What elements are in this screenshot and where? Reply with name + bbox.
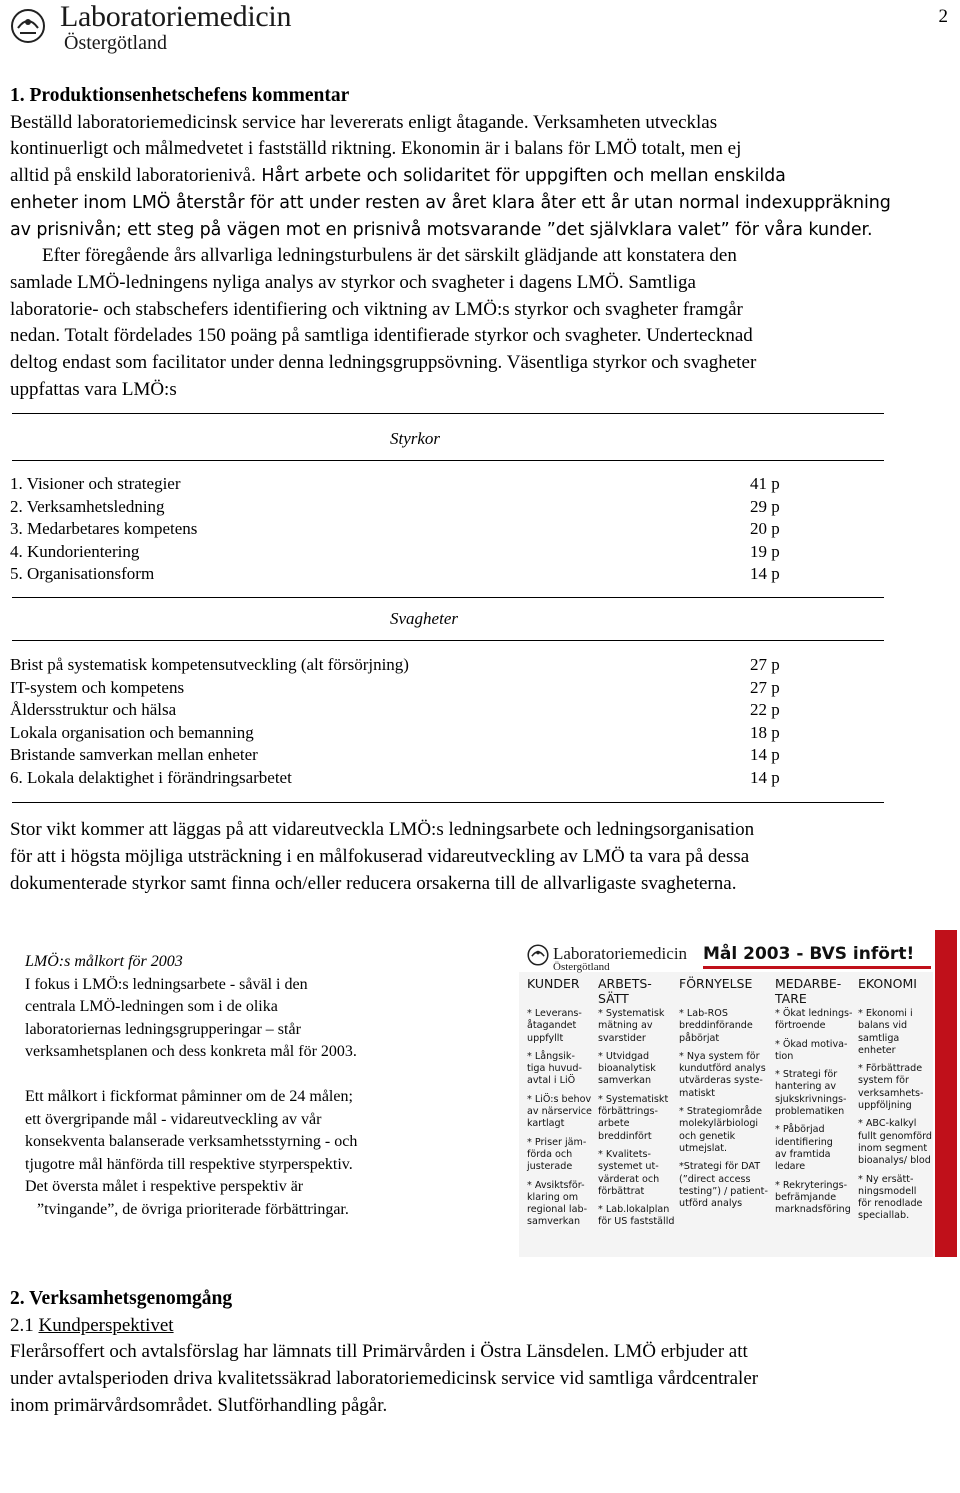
para1-line-4: enheter inom LMÖ återstår för att under resten av året klara åter ett år utan normal indexuppräkning bbox=[10, 192, 891, 213]
column-item: * Nya system för kundutförd analys utvärderas syste- matiskt bbox=[679, 1050, 766, 1099]
weaknesses-list bbox=[10, 654, 810, 790]
para2-line-6: uppfattas vara LMÖ:s bbox=[10, 378, 177, 400]
para1-line-3: alltid på enskild laboratorienivå. bbox=[10, 165, 256, 187]
card-logo-title: Laboratoriemedicin bbox=[553, 944, 688, 963]
box-para2-line: Det översta målet i respektive perspektiv är bbox=[25, 1178, 304, 1196]
weakness-label: 6. Lokala delaktighet i förändringsarbetet bbox=[10, 767, 292, 787]
weakness-row bbox=[10, 722, 810, 745]
column-item: * Långsik- tiga huvud- avtal i LiÖ bbox=[527, 1050, 582, 1087]
box-para2-line: Ett målkort i fickformat påminner om de 24 målen; bbox=[25, 1087, 353, 1105]
box-para1-line: laboratoriernas ledningsgrupperingar – står bbox=[25, 1020, 301, 1038]
column-item: * Ekonomi i balans vid samtliga enheter bbox=[858, 1008, 913, 1056]
strength-row bbox=[10, 563, 810, 586]
strength-label: 1. Visioner och strategier bbox=[10, 474, 181, 493]
strength-points: 19 p bbox=[750, 541, 780, 561]
column-header: KUNDER bbox=[527, 976, 580, 991]
column-item: * Utvidgad bioanalytisk samverkan bbox=[598, 1050, 656, 1087]
column-item: * Strategi för hantering av sjukskrivnings- problematiken bbox=[775, 1069, 847, 1118]
box-para2-line: konsekventa balanserade verksamhetsstyrning - och bbox=[25, 1133, 358, 1151]
section-2-line-2: under avtalsperioden driva kvalitetssäkrad laboratoriemedicinsk service vid samtliga vårdcentraler bbox=[10, 1368, 759, 1390]
card-column-kunder bbox=[527, 976, 599, 1235]
goal-underline bbox=[703, 966, 931, 969]
column-header: EKONOMI bbox=[858, 976, 917, 991]
para1-line-2: kontinuerligt och målmedvetet i fastställd riktning. Ekonomin är i balans för LMÖ totalt, men ej bbox=[10, 138, 742, 160]
goal-card-image bbox=[503, 930, 955, 1257]
weakness-row bbox=[10, 744, 810, 767]
strength-row bbox=[10, 541, 810, 564]
seal-icon bbox=[527, 944, 549, 966]
column-header: FÖRNYELSE bbox=[679, 976, 753, 991]
weakness-points: 27 p bbox=[750, 655, 780, 674]
column-item: * Systematisk mätning av svarstider bbox=[598, 1008, 665, 1044]
card-column-ekonomi bbox=[858, 976, 938, 1229]
card-column-arbetssatt bbox=[598, 976, 678, 1235]
conclusion-line-2: för att i högsta möjliga utsträckning i en målfokuserad vidareutveckling av LMÖ ta vara på dessa bbox=[10, 846, 750, 867]
para2-line-1: Efter föregående års allvarliga ledningsturbulens är det särskilt glädjande att konstatera den bbox=[42, 245, 737, 267]
weakness-points: 18 p bbox=[750, 722, 780, 742]
column-item: * ABC-kalkyl fullt genomförd inom segment bioanalys/ blod bbox=[858, 1118, 933, 1167]
column-header: MEDARBE- TARE bbox=[775, 976, 842, 1006]
weakness-label: Lokala organisation och bemanning bbox=[10, 722, 254, 742]
column-item: * Ny ersätt- ningsmodell för renodlade speciallab. bbox=[858, 1173, 923, 1222]
para2-line-2: samlade LMÖ-ledningens nyliga analys av styrkor och svagheter i dagens LMÖ. Samtliga bbox=[10, 271, 696, 293]
card-column-medarbetare bbox=[775, 976, 859, 1222]
strength-label: 3. Medarbetares kompetens bbox=[10, 519, 198, 539]
strengths-title: Styrkor bbox=[390, 429, 441, 448]
column-item: * Strategiområde molekylärbiologi och genetik utmejslat. bbox=[679, 1106, 762, 1154]
section-1-heading: 1. Produktionsenhetschefens kommentar bbox=[10, 85, 350, 106]
logo bbox=[8, 2, 368, 60]
subsection-number: 2.1 bbox=[10, 1314, 39, 1336]
weakness-row bbox=[10, 699, 810, 722]
strength-label: 2. Verksamhetsledning bbox=[10, 496, 165, 516]
para1-line-1: Beställd laboratoriemedicinsk service har levererats enligt åtagande. Verksamheten utvecklas bbox=[10, 111, 718, 133]
weakness-points: 22 p bbox=[750, 700, 780, 720]
box-para1-line: I fokus i LMÖ:s ledningsarbete - såväl i den bbox=[25, 975, 308, 993]
logo-title: Laboratoriemedicin bbox=[60, 0, 292, 33]
box-para2-line: tjugotre mål hänförda till respektive styrperspektiv. bbox=[25, 1155, 353, 1173]
box-para2-line: ett övergripande mål - vidareutveckling av vår bbox=[25, 1110, 322, 1128]
card-column-fornyelse bbox=[679, 976, 774, 1216]
section-2-heading: 2. Verksamhetsgenomgång bbox=[10, 1288, 233, 1309]
strength-label: 5. Organisationsform bbox=[10, 564, 155, 584]
column-item: * Förbättrade system för verksamhets- uppföljning bbox=[858, 1063, 924, 1112]
box-para1-line: centrala LMÖ-ledningen som i de olika bbox=[25, 998, 278, 1016]
column-item: * Leverans- åtagandet uppfyllt bbox=[527, 1008, 582, 1044]
conclusion bbox=[10, 816, 955, 897]
weakness-points: 14 p bbox=[750, 745, 780, 765]
para2-line-5: deltog endast som facilitator under denna ledningsgruppsövning. Väsentliga styrkor och svagheter bbox=[10, 352, 757, 374]
conclusion-line-1: Stor vikt kommer att läggas på att vidareutveckla LMÖ:s ledningsarbete och ledningsorganisation bbox=[10, 819, 755, 840]
card-logo-subtitle: Östergötland bbox=[553, 961, 610, 973]
conclusion-line-3: dokumenterade styrkor samt finna och/eller reducera orsakerna till de allvarligaste svagheterna. bbox=[10, 873, 737, 894]
strength-row bbox=[10, 473, 810, 496]
column-item: * Påbörjad identifiering av framtida ledare bbox=[775, 1124, 833, 1173]
page-number: 2 bbox=[938, 6, 948, 27]
weakness-row bbox=[10, 767, 810, 790]
section-1 bbox=[10, 83, 950, 403]
seal-icon bbox=[10, 8, 46, 44]
weakness-label: Åldersstruktur och hälsa bbox=[10, 700, 177, 720]
column-item: * Systematiskt förbättrings- arbete breddinfört bbox=[598, 1093, 669, 1142]
strength-row bbox=[10, 518, 810, 541]
card-goal: Mål 2003 - BVS infört! bbox=[703, 944, 915, 964]
column-item: * Lab-ROS breddinförande påbörjat bbox=[679, 1008, 753, 1044]
box-para1-line: verksamhetsplanen och dess konkreta mål för 2003. bbox=[25, 1043, 357, 1061]
strength-points: 20 p bbox=[750, 519, 780, 539]
logo-subtitle: Östergötland bbox=[64, 32, 167, 54]
divider bbox=[12, 413, 884, 414]
strength-points: 14 p bbox=[750, 564, 780, 584]
weakness-points: 14 p bbox=[750, 767, 780, 787]
weakness-label: Bristande samverkan mellan enheter bbox=[10, 745, 258, 765]
para1-line-5: av prisnivån; ett steg på vägen mot en prisnivå motsvarande ”det självklara valet” för våra kunder. bbox=[10, 219, 873, 240]
para2-line-3: laboratorie- och stabschefers identifiering och viktning av LMÖ:s styrkor och svagheter framgår bbox=[10, 298, 743, 320]
strengths-list bbox=[10, 473, 810, 586]
column-item: * Priser jäm- förda och justerade bbox=[527, 1136, 587, 1173]
strength-points: 41 p bbox=[750, 474, 780, 493]
goal-card-title: LMÖ:s målkort för 2003 bbox=[25, 953, 183, 970]
column-item: * Kvalitets- systemet ut- värderat och förbättrat bbox=[598, 1148, 660, 1197]
divider bbox=[12, 597, 884, 598]
weakness-points: 27 p bbox=[750, 677, 780, 697]
column-item: * Lab.lokalplan för US fastställd bbox=[598, 1204, 675, 1228]
goal-card-description bbox=[25, 951, 485, 1222]
weakness-row bbox=[10, 677, 810, 700]
column-item: * LiÖ:s behov av närservice kartlagt bbox=[527, 1093, 592, 1130]
strength-label: 4. Kundorientering bbox=[10, 541, 140, 561]
column-item: *Strategi för DAT (”direct access testing”) / patient- utförd analys bbox=[679, 1161, 768, 1210]
divider bbox=[12, 802, 884, 803]
red-band bbox=[935, 930, 957, 1257]
subsection-title: Kundperspektivet bbox=[38, 1314, 174, 1336]
strength-points: 29 p bbox=[750, 496, 780, 516]
column-item: * Ökat lednings- förtroende bbox=[775, 1008, 853, 1032]
box-para2-line: ”tvingande”, de övriga prioriterade förbättringar. bbox=[25, 1200, 349, 1218]
section-2 bbox=[10, 1286, 955, 1420]
weakness-label: IT-system och kompetens bbox=[10, 677, 185, 697]
weaknesses-title: Svagheter bbox=[390, 609, 458, 628]
strength-row bbox=[10, 496, 810, 519]
weakness-label: Brist på systematisk kompetensutveckling (alt försörjning) bbox=[10, 655, 409, 674]
column-header: ARBETS- SÄTT bbox=[598, 976, 652, 1006]
column-item: * Ökad motiva- tion bbox=[775, 1038, 848, 1062]
weakness-row bbox=[10, 654, 810, 677]
section-2-line-3: inom primärvårdsområdet. Slutförhandling pågår. bbox=[10, 1394, 388, 1416]
divider bbox=[12, 460, 884, 461]
section-2-line-1: Flerårsoffert och avtalsförslag har lämnats till Primärvården i Östra Länsdelen. LMÖ erbjuder att bbox=[10, 1341, 748, 1363]
divider bbox=[12, 640, 884, 641]
para2-line-4: nedan. Totalt fördelades 150 poäng på samtliga identifierade styrkor och svagheter. Undertecknad bbox=[10, 325, 753, 347]
column-item: * Avsiktsför- klaring om regional lab- samverkan bbox=[527, 1179, 588, 1228]
para1-line-3-cont: Hårt arbete och solidaritet för uppgiften och mellan enskilda bbox=[255, 166, 786, 187]
column-item: * Rekryterings- befrämjande marknadsföring bbox=[775, 1179, 851, 1216]
